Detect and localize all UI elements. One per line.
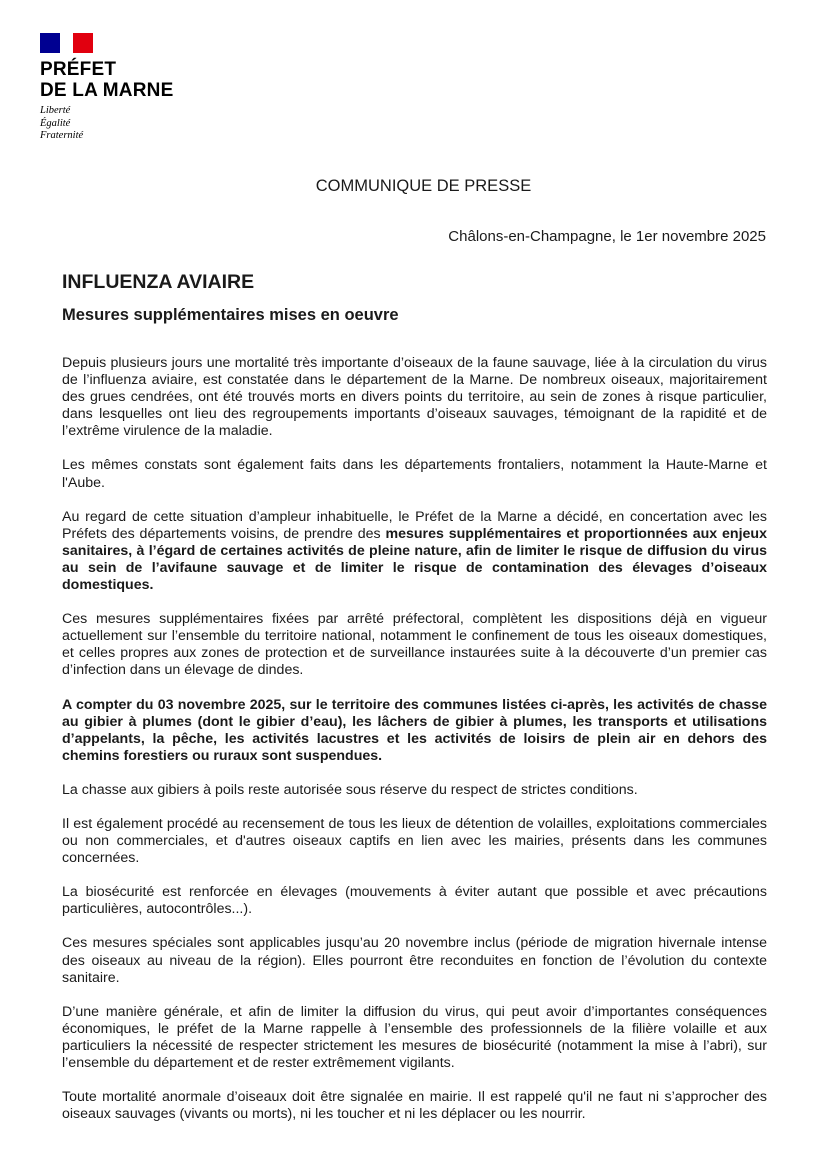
org-line-1: PRÉFET <box>40 59 117 80</box>
paragraph: Ces mesures spéciales sont applicables jusqu’au 20 novembre inclus (période de migration hivernale intense des oiseaux au niveau de la région). Elles pourront être reconduites en fonction de l’évolution du contexte sanitaire. <box>62 935 767 986</box>
paragraph: Les mêmes constats sont également faits dans les départements frontaliers, notamment la Haute-Marne et l'Aube. <box>62 457 767 491</box>
paragraph: Il est également procédé au recensement de tous les lieux de détention de volailles, exploitations commerciales ou non commerciales, et d'autres oiseaux captifs en lien avec les mairies, présents dans les communes concernées. <box>62 815 767 867</box>
paragraph: La biosécurité est renforcée en élevages (mouvements à éviter autant que possible et avec précautions particulières, autocontrôles...). <box>62 884 767 918</box>
paragraph: Depuis plusieurs jours une mortalité très importante d’oiseaux de la faune sauvage, liée à la circulation du virus de l’influenza aviaire, est constatée dans le département de la Marne. De nombreux oiseaux, majoritairement des grues cendrées, ont été trouvés morts en divers points du territoire, au sein de zones à risque particulier, dans lesquelles ont lieu des regroupements importants d’oiseaux sauvages, témoignant de la rapidité et de l’extrême virulence de la maladie. <box>62 355 767 440</box>
paragraph-bold: A compter du 03 novembre 2025, sur le territoire des communes listées ci-après, les activités de chasse au gibier à plumes (dont le gibier d’eau), les lâchers de gibier à plumes, les transports et utilisations d’appelants, la pêche, les activités lacustres et les activités de loisirs de plein air en dehors des chemins forestiers ou ruraux sont suspendues. <box>62 696 767 764</box>
prefecture-logo <box>40 33 173 143</box>
document-body <box>62 355 767 1140</box>
motto-fraternite: Fraternité <box>40 130 84 141</box>
org-name <box>40 59 173 101</box>
marianne-flag-icon <box>40 33 93 53</box>
paragraph: Ces mesures supplémentaires fixées par arrêté préfectoral, complètent les dispositions déjà en vigueur actuellement sur l’ensemble du territoire national, notamment le confinement de tous les oiseaux domestiques, et celles propres aux zones de protection et de surveillance instaurées suite à la découverte d’un premier cas d’infection dans un élevage de dindes. <box>62 611 767 679</box>
paragraph <box>62 509 767 594</box>
motto-egalite: Égalité <box>40 117 71 129</box>
motto <box>40 105 173 143</box>
paragraph: Toute mortalité anormale d’oiseaux doit être signalée en mairie. Il est rappelé qu'il ne faut ni s’approcher des oiseaux sauvages (vivants ou morts), ni les toucher et ni les déplacer ou les nourrir. <box>62 1089 767 1123</box>
paragraph: D’une manière générale, et afin de limiter la diffusion du virus, qui peut avoir d’importantes conséquences économiques, le préfet de la Marne rappelle à l’ensemble des professionnels de la filière volaille et aux particuliers la nécessité de respecter strictement les mesures de biosécurité (notamment la mise à l’abri), sur l’ensemble du département et de rester extrêmement vigilants. <box>62 1003 767 1071</box>
date-line: Châlons-en-Champagne, le 1er novembre 2025 <box>448 228 766 245</box>
paragraph-text: Au regard de cette situation d’ampleur inhabituelle, le Préfet de la Marne a décidé, en concertation avec les Préfets des départements voisins, de prendre des <box>62 508 767 542</box>
paragraph-bold-text: mesures supplémentaires et proportionnées aux enjeux sanitaires, à l’égard de certaines activités de pleine nature, afin de limiter le risque de diffusion du virus au sein de l’avifaune sauvage et de limiter le risque de contamination des élevages d’oiseaux domestiques. <box>62 525 767 594</box>
paragraph: La chasse aux gibiers à poils reste autorisée sous réserve du respect de strictes conditions. <box>62 781 638 798</box>
motto-liberte: Liberté <box>40 105 71 116</box>
page-subtitle: Mesures supplémentaires mises en oeuvre <box>62 306 399 324</box>
document-type: COMMUNIQUE DE PRESSE <box>315 177 532 195</box>
org-line-2: DE LA MARNE <box>40 80 174 101</box>
page-title: INFLUENZA AVIAIRE <box>62 271 255 293</box>
